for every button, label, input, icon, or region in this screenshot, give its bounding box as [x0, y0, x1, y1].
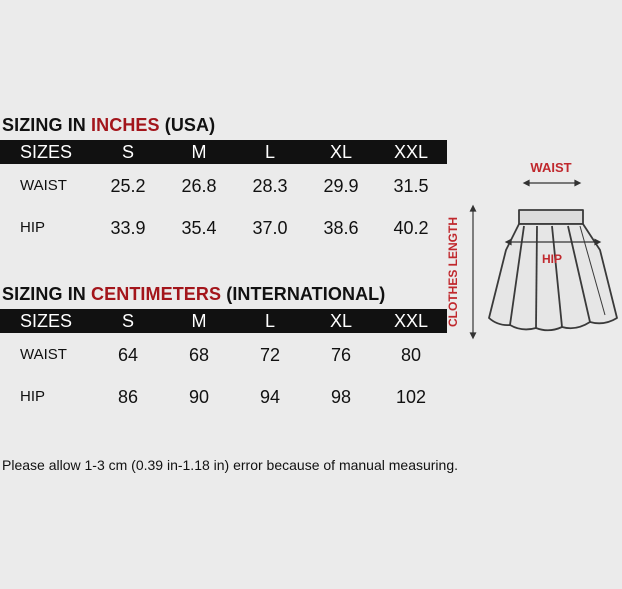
header-s: S [121, 311, 134, 331]
table-cell: 35.4 [181, 218, 217, 238]
table-cell: 102 [395, 387, 427, 407]
cm-hip-row [0, 385, 447, 409]
table-cell: 37.0 [252, 218, 288, 238]
header-l: L [264, 142, 275, 162]
table-cell: 76 [330, 345, 352, 365]
table-cell: 26.8 [181, 176, 217, 196]
header-sizes: SIZES [20, 142, 73, 162]
waist-label: WAIST [530, 160, 572, 175]
table-cell: 38.6 [323, 218, 359, 238]
inches-title [2, 115, 215, 136]
table-cell: 31.5 [393, 176, 429, 196]
waist-arrow [524, 181, 580, 186]
table-cell: 90 [188, 387, 210, 407]
hip-label: HIP [541, 252, 563, 266]
inches-hip-row [0, 216, 447, 240]
header-xl: XL [329, 142, 353, 162]
header-m: M [191, 311, 207, 331]
header-m: M [191, 142, 207, 162]
skirt-diagram [440, 150, 620, 350]
inches-title-suffix: (USA) [159, 115, 216, 135]
inches-title-prefix: SIZING IN [2, 115, 92, 135]
table-cell: 25.2 [110, 176, 146, 196]
table-cell: 86 [117, 387, 139, 407]
header-xxl: XXL [393, 142, 429, 162]
measurement-note: Please allow 1-3 cm (0.39 in-1.18 in) error because of manual measuring. [2, 457, 459, 473]
clothes-length-label: CLOTHES LENGTH [446, 217, 460, 327]
table-cell: 98 [330, 387, 352, 407]
centimeters-title [2, 284, 385, 305]
table-cell: 28.3 [252, 176, 288, 196]
length-arrow [471, 206, 476, 338]
table-cell: 94 [259, 387, 281, 407]
cm-title-highlight: CENTIMETERS [91, 284, 222, 304]
table-cell: 33.9 [110, 218, 146, 238]
inches-header-row [0, 140, 447, 164]
table-cell: 68 [188, 345, 210, 365]
row-label: HIP [20, 219, 46, 236]
header-l: L [264, 311, 275, 331]
table-cell: 72 [259, 345, 281, 365]
row-label: WAIST [20, 346, 67, 363]
cm-title-prefix: SIZING IN [2, 284, 92, 304]
table-cell: 64 [117, 345, 139, 365]
table-cell: 29.9 [323, 176, 359, 196]
header-s: S [121, 142, 134, 162]
table-cell: 80 [400, 345, 422, 365]
inches-waist-row [0, 174, 447, 198]
skirt-icon [489, 210, 617, 330]
inches-title-highlight: INCHES [91, 115, 160, 135]
header-xxl: XXL [393, 311, 429, 331]
cm-header-row [0, 309, 447, 333]
header-sizes: SIZES [20, 311, 73, 331]
cm-waist-row [0, 343, 447, 367]
row-label: WAIST [20, 177, 67, 194]
header-xl: XL [329, 311, 353, 331]
row-label: HIP [20, 388, 46, 405]
cm-title-suffix: (INTERNATIONAL) [221, 284, 386, 304]
table-cell: 40.2 [393, 218, 429, 238]
